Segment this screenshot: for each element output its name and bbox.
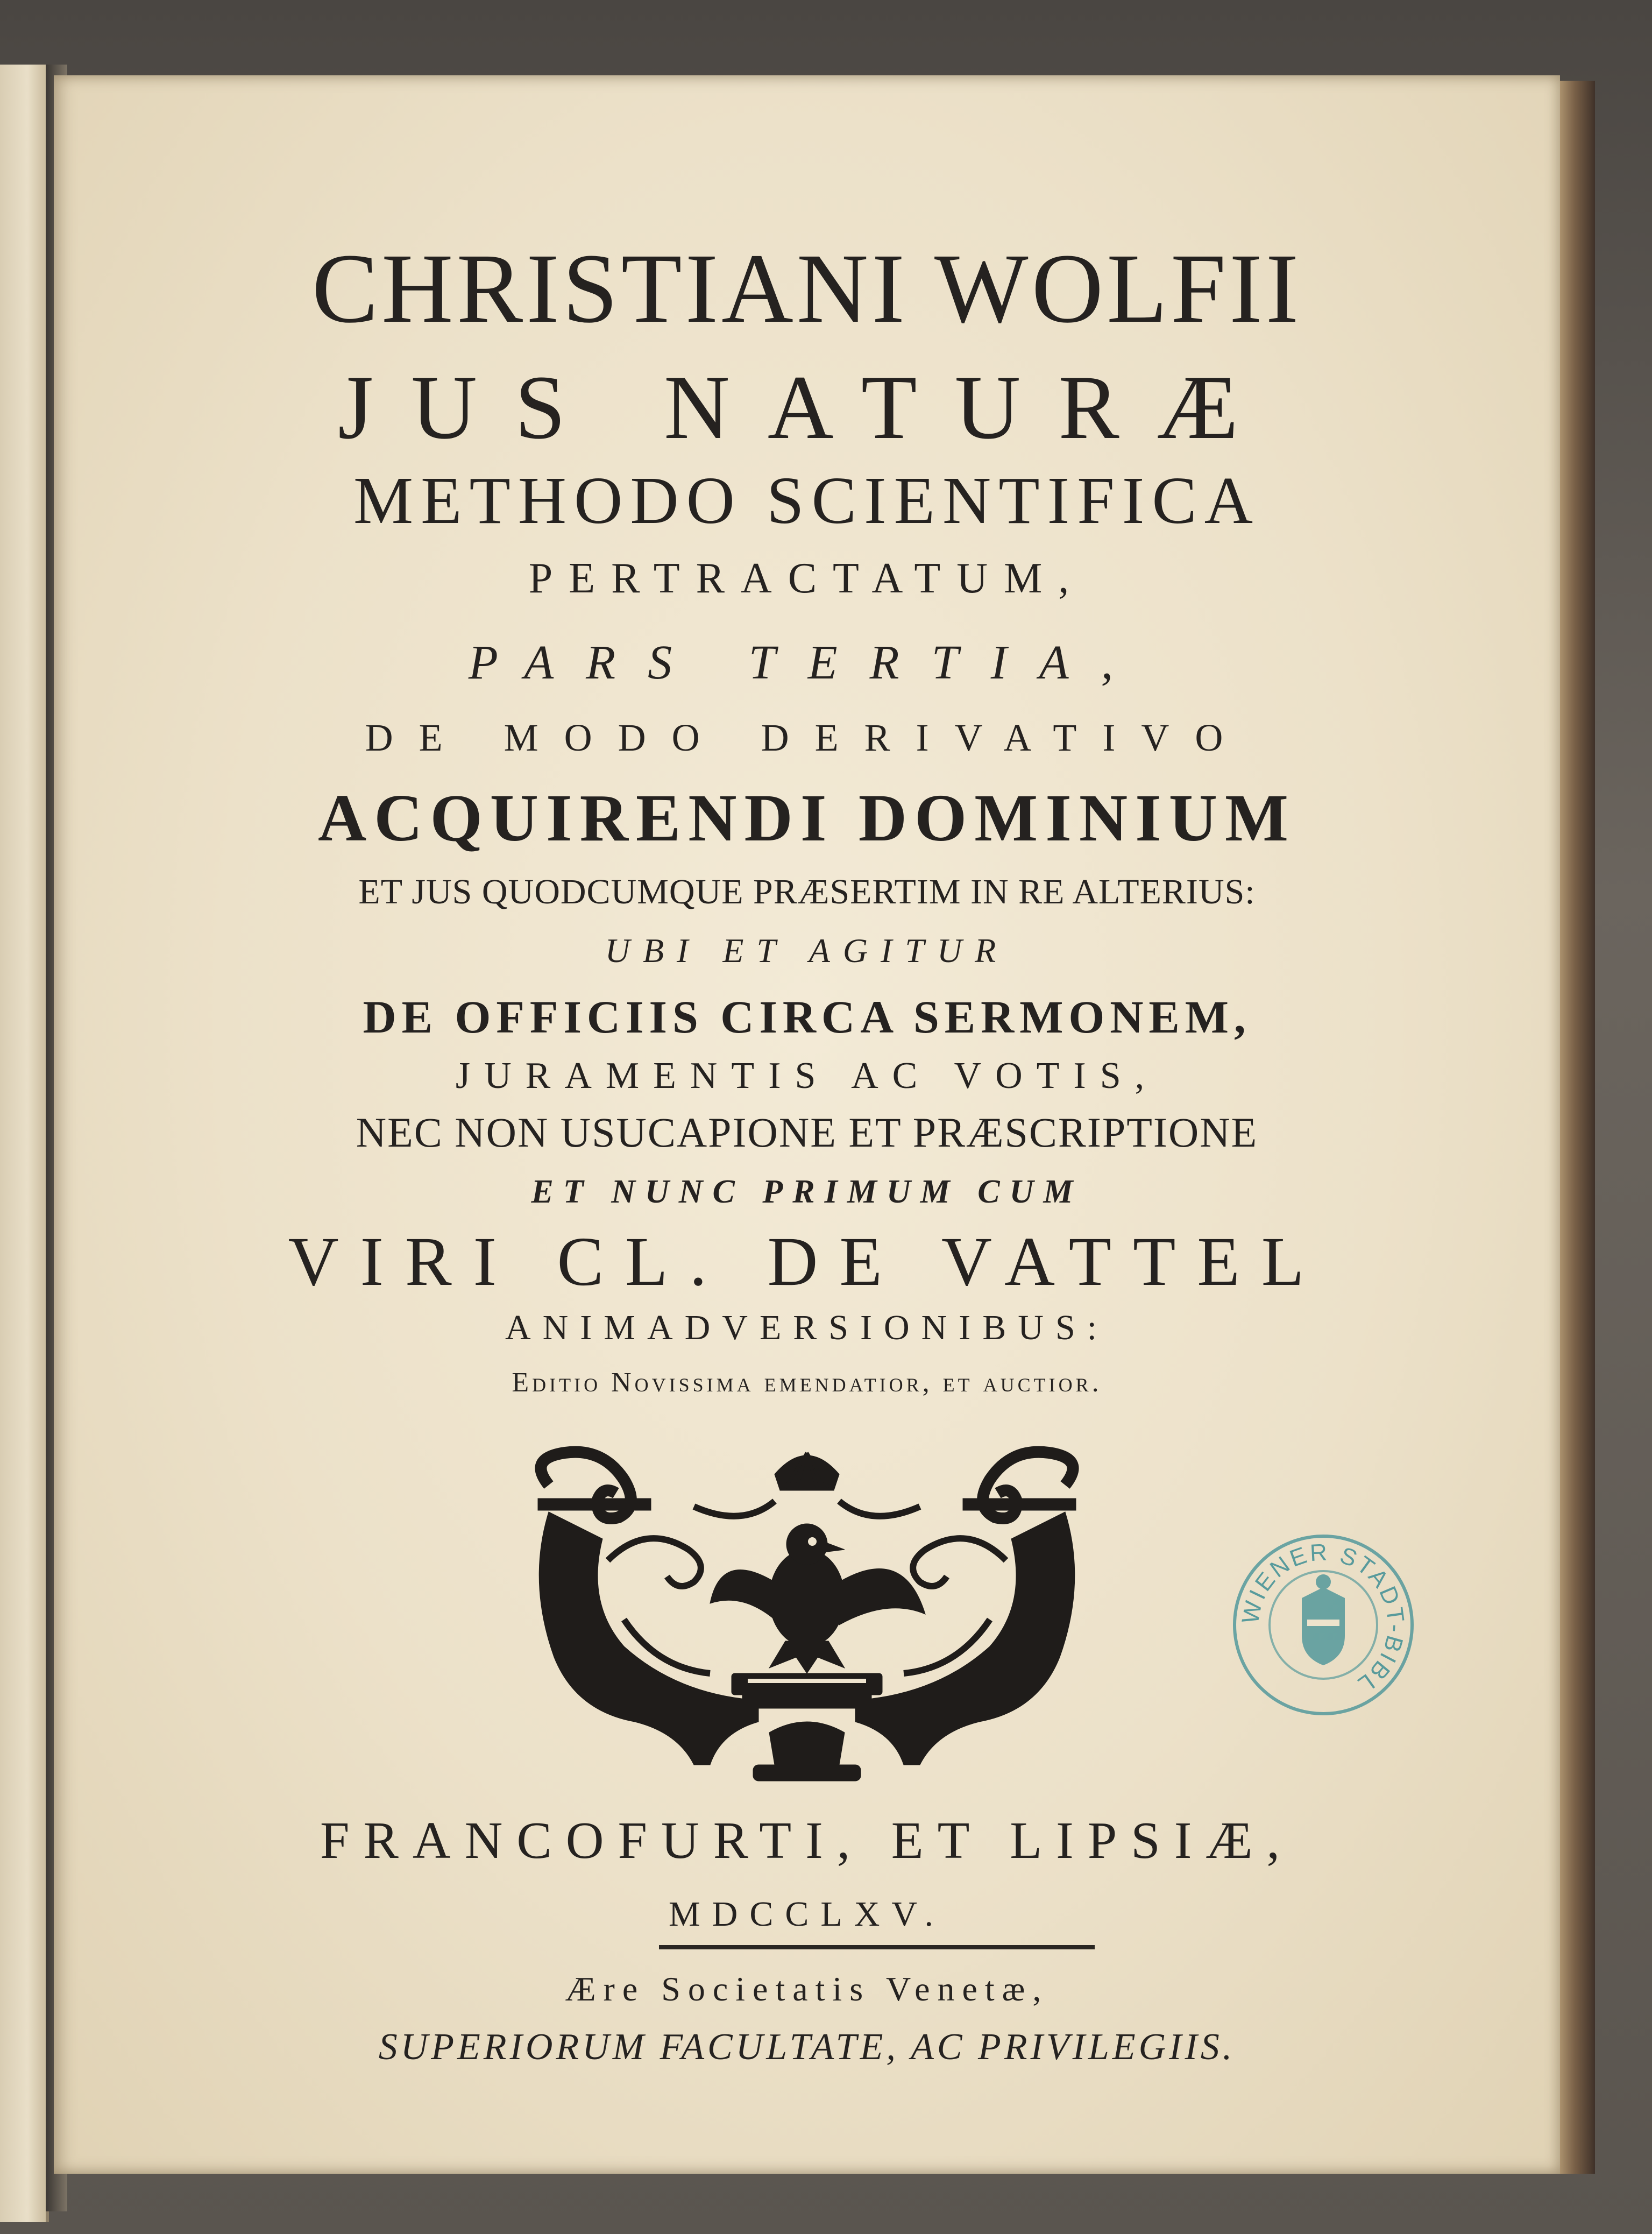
subject-line-4: UBI ET AGITUR	[605, 931, 1009, 970]
stamp-text: WIENER STADT-BIBL	[1237, 1539, 1409, 1699]
subject-line-8: ET NUNC PRIMUM CUM	[531, 1173, 1083, 1210]
divider-rule	[659, 1945, 1095, 1949]
subject-line-2: ACQUIRENDI DOMINIUM	[317, 781, 1296, 856]
library-stamp-icon	[1226, 1528, 1420, 1722]
facing-page-edge	[0, 65, 49, 2222]
subject-line-1: DE MODO DERIVATIVO	[365, 716, 1249, 759]
title-page	[54, 75, 1560, 2174]
subtitle-pertractatum: PERTRACTATUM,	[528, 555, 1086, 602]
work-title: JUS NATURÆ	[338, 357, 1276, 458]
commentary-label: ANIMADVERSIONIBUS:	[505, 1308, 1109, 1347]
edition-statement: Editio Novissima emendatior, et auctior.	[512, 1367, 1102, 1398]
printers-ornament-icon	[516, 1442, 1097, 1786]
imprint-year: MDCCLXV.	[668, 1894, 946, 1934]
publisher-line: Ære Societatis Venetæ,	[565, 1970, 1049, 2008]
author-name: CHRISTIANI WOLFII	[311, 234, 1302, 344]
subtitle-method: METHODO SCIENTIFICA	[353, 464, 1261, 538]
subject-line-3: ET JUS QUODCUMQUE PRÆSERTIM IN RE ALTERIUS:	[358, 872, 1256, 911]
subject-line-5: DE OFFICIIS CIRCA SERMONEM,	[363, 991, 1251, 1043]
part-label: PARS TERTIA,	[468, 636, 1146, 689]
commentator-name: VIRI CL. DE VATTEL	[288, 1223, 1326, 1300]
imprint-place: FRANCOFURTI, ET LIPSIÆ,	[320, 1812, 1294, 1870]
subject-line-6: JURAMENTIS AC VOTIS,	[455, 1055, 1159, 1097]
privilege-line: SUPERIORUM FACULTATE, AC PRIVILEGIIS.	[378, 2026, 1236, 2068]
subject-line-7: NEC NON USUCAPIONE ET PRÆSCRIPTIONE	[356, 1109, 1258, 1156]
book-cover-edge	[1557, 81, 1595, 2174]
